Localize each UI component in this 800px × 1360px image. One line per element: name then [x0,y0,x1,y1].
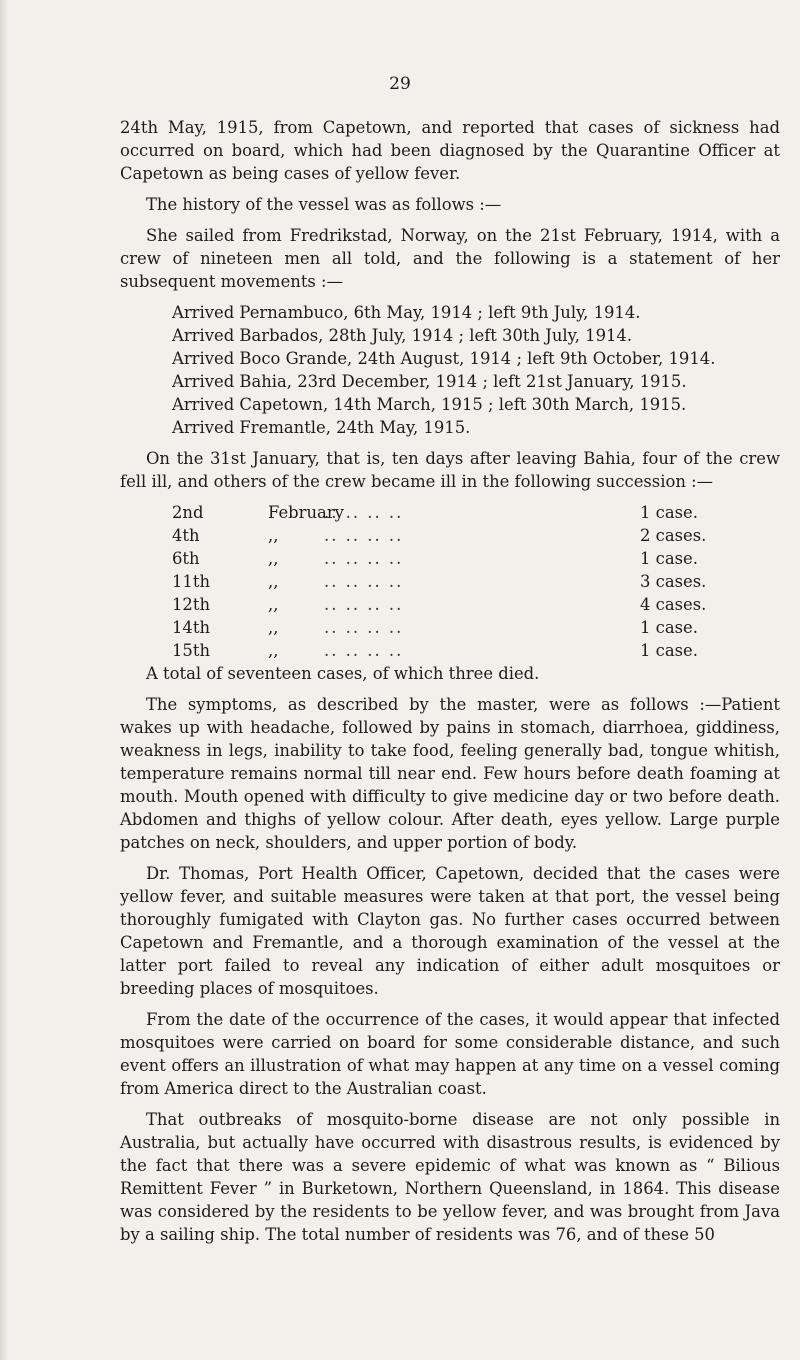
case-count: 2 cases. [640,526,707,545]
history-intro: The history of the vessel was as follows :— [146,195,502,214]
cases-table [172,501,780,662]
case-row [172,547,780,570]
case-leader-dots: .. .. .. .. [324,595,404,614]
case-month: February [268,503,344,522]
movement-item: Arrived Capetown, 14th March, 1915 ; left 30th March, 1915. [172,395,687,414]
symptoms-paragraph: The symptoms, as described by the master, were as follows :—Patient wakes up with headache, followed by pains in stomach, diarrhoea, giddiness, weakness in legs, inability to take food, feeling generally bad, tongue whitish, temperature remains normal till near end. Few hours before death foaming at mouth. Mouth opened with difficulty to give medicine day or two before death. Abdomen and thighs of yellow colour. After death, eyes yellow. Large purple patches on neck, shoulders, and upper portion of body. [120,695,780,852]
case-count: 4 cases. [640,595,707,614]
movement-item: Arrived Boco Grande, 24th August, 1914 ; left 9th October, 1914. [172,349,716,368]
case-count: 1 case. [640,503,698,522]
case-month: ,, [268,641,279,660]
case-count: 1 case. [640,641,698,660]
case-month: ,, [268,572,279,591]
case-date: 11th [172,572,210,591]
case-count: 3 cases. [640,572,707,591]
case-leader-dots: .. .. .. .. [324,526,404,545]
movement-item: Arrived Fremantle, 24th May, 1915. [172,418,471,437]
case-date: 15th [172,641,210,660]
case-date: 14th [172,618,210,637]
page-body [120,116,780,1254]
case-month: ,, [268,549,279,568]
case-leader-dots: .. .. .. .. [324,641,404,660]
case-date: 12th [172,595,210,614]
movement-item: Arrived Barbados, 28th July, 1914 ; left 30th July, 1914. [172,326,633,345]
case-leader-dots: .. .. .. .. [324,549,404,568]
case-date: 6th [172,549,200,568]
case-row [172,524,780,547]
case-count: 1 case. [640,618,698,637]
intro-paragraph: 24th May, 1915, from Capetown, and reported that cases of sickness had occurred on board, which had been diagnosed by the Quarantine Officer at Capetown as being cases of yellow fever. [120,118,780,183]
case-month: ,, [268,595,279,614]
page-number: 29 [389,74,411,94]
case-row [172,593,780,616]
outbreaks-paragraph: That outbreaks of mosquito-borne disease are not only possible in Australia, but actually have occurred with disastrous results, is evidenced by the fact that there was a severe epidemic of what was known as “ Bilious Remittent Fever ” in Burketown, Northern Queensland, in 1864. This disease was considered by the residents to be yellow fever, and was brought from Java by a sailing ship. The total number of residents was 76, and of these 50 [120,1110,780,1244]
conclusion-paragraph: From the date of the occurrence of the cases, it would appear that infected mosquitoes were carried on board for some considerable distance, and such event offers an illustration of what may happen at any time on a vessel coming from America direct to the Australian coast. [120,1010,780,1098]
illness-intro: On the 31st January, that is, ten days after leaving Bahia, four of the crew fell ill, and others of the crew became ill in the following succession :— [120,449,780,491]
case-row [172,639,780,662]
case-leader-dots: .. .. .. .. [324,618,404,637]
sailing-paragraph: She sailed from Fredrikstad, Norway, on the 21st February, 1914, with a crew of nineteen men all told, and the following is a statement of her subsequent movements :— [120,226,780,291]
case-date: 2nd [172,503,204,522]
case-leader-dots: .. .. .. .. [324,503,404,522]
case-month: ,, [268,618,279,637]
case-date: 4th [172,526,200,545]
case-leader-dots: .. .. .. .. [324,572,404,591]
total-line: A total of seventeen cases, of which three died. [146,664,540,683]
case-row [172,616,780,639]
case-month: ,, [268,526,279,545]
case-row [172,501,780,524]
thomas-paragraph: Dr. Thomas, Port Health Officer, Capetown, decided that the cases were yellow fever, and suitable measures were taken at that port, the vessel being thoroughly fumigated with Clayton gas. No further cases occurred between Capetown and Fremantle, and a thorough examination of the vessel at the latter port failed to reveal any indication of either adult mosquitoes or breeding places of mosquitoes. [120,864,780,998]
case-count: 1 case. [640,549,698,568]
case-row [172,570,780,593]
movement-item: Arrived Pernambuco, 6th May, 1914 ; left 9th July, 1914. [172,303,641,322]
movements-list [172,301,780,439]
page-edge [0,0,8,1360]
movement-item: Arrived Bahia, 23rd December, 1914 ; left 21st January, 1915. [172,372,687,391]
